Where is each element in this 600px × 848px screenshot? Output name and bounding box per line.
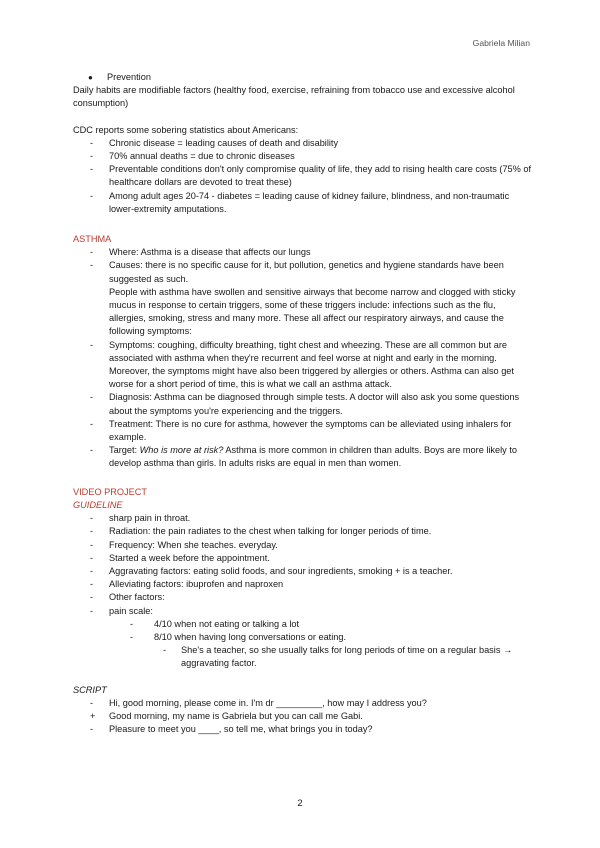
list-item: - Chronic disease = leading causes of death and disability xyxy=(90,137,339,148)
list-item: - Diagnosis: Asthma can be diagnosed through simple tests. A doctor will also ask you some questions about the symptoms you're experiencing and the triggers. xyxy=(90,392,520,416)
list-item: - Symptoms: coughing, difficulty breathing, tight chest and wheezing. These are all common but are associated with asthma when they're recurrent and feel worse at night and early in the morning. Moreover, the symptoms might have also been triggered by allergies or others. Asthma can also get worse for a short period of time, this is what we call an asthma attack. xyxy=(90,339,514,390)
list-item: - Started a week before the appointment. xyxy=(90,552,270,563)
list-item: - Causes: there is no specific cause for it, but pollution, genetics and hygiene standards have been suggested as such. People with asthma have swollen and sensitive airways that become narrow and clogged with sticky mucus in response to certain triggers, some of these triggers include: infections such as the flu, allergies, smoking, stress and many more. These all affect our respiratory airways, and cause the following symptoms: xyxy=(90,260,516,337)
list-item: - She's a teacher, so she usually talks for long periods of time on a regular basis → aggravating factor. xyxy=(163,645,513,669)
asthma-list xyxy=(73,246,533,470)
pain-scale-list xyxy=(73,618,533,644)
cdc-list xyxy=(73,137,533,216)
page-content xyxy=(73,71,533,736)
list-item: - Other factors: xyxy=(90,592,165,603)
list-item: - 70% annual deaths = due to chronic diseases xyxy=(90,151,295,162)
script-label: SCRIPT xyxy=(73,684,107,695)
list-item: - Frequency: When she teaches. everyday. xyxy=(90,539,278,550)
list-item: - pain scale: xyxy=(90,605,153,616)
list-item: - 4/10 when not eating or talking a lot xyxy=(130,618,300,629)
pain-note-list xyxy=(73,644,533,670)
asthma-heading: ASTHMA xyxy=(73,234,112,245)
list-item: - Among adult ages 20-74 - diabetes = leading cause of kidney failure, blindness, and non-traumatic lower-extremity amputations. xyxy=(90,190,510,214)
guideline-list xyxy=(73,512,533,618)
list-item: - Treatment: There is no cure for asthma, however the symptoms can be alleviated using inhalers for example. xyxy=(90,418,512,443)
list-item: + Good morning, my name is Gabriela but you can call me Gabi. xyxy=(90,710,363,721)
list-item: - Radiation: the pain radiates to the chest when talking for longer periods of time. xyxy=(90,526,432,537)
list-item: - Pleasure to meet you ____, so tell me, what brings you in today? xyxy=(90,724,373,735)
prevention-text: Daily habits are modifiable factors (healthy food, exercise, refraining from tobacco use and excessive alcohol consumption) xyxy=(73,85,515,109)
bullet-dot-icon: ● xyxy=(88,73,93,82)
cdc-intro: CDC reports some sobering statistics about Americans: xyxy=(73,124,299,135)
video-project-heading: VIDEO PROJECT xyxy=(73,486,148,497)
guideline-label: GUIDELINE xyxy=(73,499,123,510)
list-item: - Aggravating factors: eating solid foods, and sour ingredients, smoking + is a teacher. xyxy=(90,565,453,576)
prevention-bullet: ● Prevention xyxy=(73,71,533,84)
author-name: Gabriela Milian xyxy=(472,38,530,48)
script-list xyxy=(73,697,533,737)
list-item: - sharp pain in throat. xyxy=(90,513,191,524)
list-item: - Preventable conditions don't only compromise quality of life, they add to rising health care costs (75% of healthcare dollars are devoted to treat these) xyxy=(90,164,532,188)
list-item: - Target: Who is more at risk? Asthma is more common in children than adults. Boys are more likely to develop asthma than girls. In adults risks are equal in men than women. xyxy=(90,445,517,469)
list-item: - Hi, good morning, please come in. I'm dr _________, how may I address you? xyxy=(90,697,427,708)
list-item: - Where: Asthma is a disease that affects our lungs xyxy=(90,247,311,258)
list-item: - Alleviating factors: ibuprofen and naproxen xyxy=(90,579,284,590)
list-item: - 8/10 when having long conversations or eating. xyxy=(130,631,347,642)
page-number: 2 xyxy=(297,798,303,809)
